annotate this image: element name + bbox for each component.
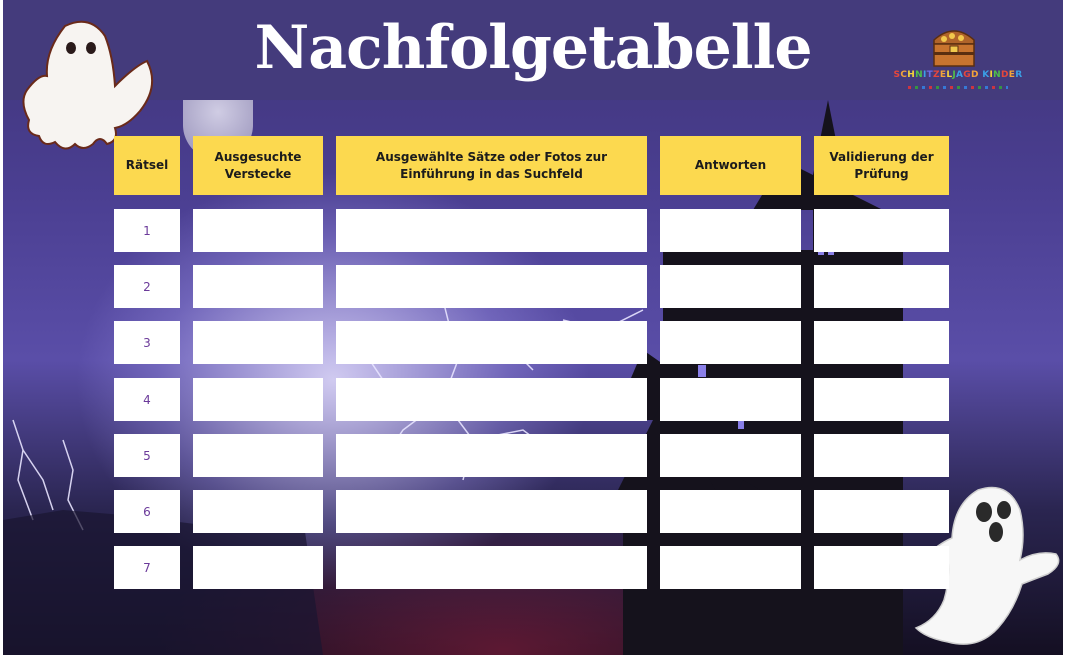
logo-dots: [908, 86, 1008, 89]
worksheet-page: [3, 0, 1063, 655]
row-number: 3: [143, 335, 151, 350]
logo-text: SCHNITZELJAGD KINDER: [893, 70, 1023, 80]
validierung-cell[interactable]: [814, 546, 949, 589]
antworten-cell[interactable]: [660, 546, 801, 589]
page-title: Nachfolgetabelle: [254, 13, 812, 83]
antworten-cell[interactable]: [660, 209, 801, 252]
header-verstecke: Ausgesuchte Verstecke: [193, 136, 323, 195]
antworten-cell[interactable]: [660, 490, 801, 533]
antworten-cell[interactable]: [660, 378, 801, 421]
antworten-cell[interactable]: [660, 434, 801, 477]
row-number: 6: [143, 504, 151, 519]
validierung-cell[interactable]: [814, 265, 949, 308]
saetze-cell[interactable]: [336, 321, 647, 364]
validierung-cell[interactable]: [814, 434, 949, 477]
ghost-icon: [15, 16, 161, 156]
logo: [888, 20, 1028, 96]
saetze-cell[interactable]: [336, 490, 647, 533]
validierung-cell[interactable]: [814, 321, 949, 364]
header-raetsel: Rätsel: [114, 136, 180, 195]
antworten-cell[interactable]: [660, 265, 801, 308]
verstecke-cell[interactable]: [193, 546, 323, 589]
row-number-cell: [114, 209, 180, 252]
row-number: 4: [143, 392, 151, 407]
verstecke-cell[interactable]: [193, 265, 323, 308]
header-saetze-fotos: Ausgewählte Sätze oder Fotos zur Einführung in das Suchfeld: [336, 136, 647, 195]
row-number-cell: [114, 434, 180, 477]
validierung-cell[interactable]: [814, 378, 949, 421]
row-number-cell: [114, 265, 180, 308]
row-number-cell: [114, 378, 180, 421]
row-number-cell: [114, 321, 180, 364]
saetze-cell[interactable]: [336, 434, 647, 477]
validierung-cell[interactable]: [814, 490, 949, 533]
saetze-cell[interactable]: [336, 378, 647, 421]
saetze-cell[interactable]: [336, 546, 647, 589]
verstecke-cell[interactable]: [193, 209, 323, 252]
validierung-cell[interactable]: [814, 209, 949, 252]
verstecke-cell[interactable]: [193, 321, 323, 364]
header-validierung: Validierung der Prüfung: [814, 136, 949, 195]
row-number: 7: [143, 560, 151, 575]
treasure-chest-icon: [930, 22, 978, 68]
verstecke-cell[interactable]: [193, 434, 323, 477]
antworten-cell[interactable]: [660, 321, 801, 364]
row-number-cell: [114, 546, 180, 589]
header-antworten: Antworten: [660, 136, 801, 195]
verstecke-cell[interactable]: [193, 490, 323, 533]
row-number: 1: [143, 223, 151, 238]
saetze-cell[interactable]: [336, 265, 647, 308]
row-number: 2: [143, 279, 151, 294]
row-number-cell: [114, 490, 180, 533]
saetze-cell[interactable]: [336, 209, 647, 252]
verstecke-cell[interactable]: [193, 378, 323, 421]
row-number: 5: [143, 448, 151, 463]
